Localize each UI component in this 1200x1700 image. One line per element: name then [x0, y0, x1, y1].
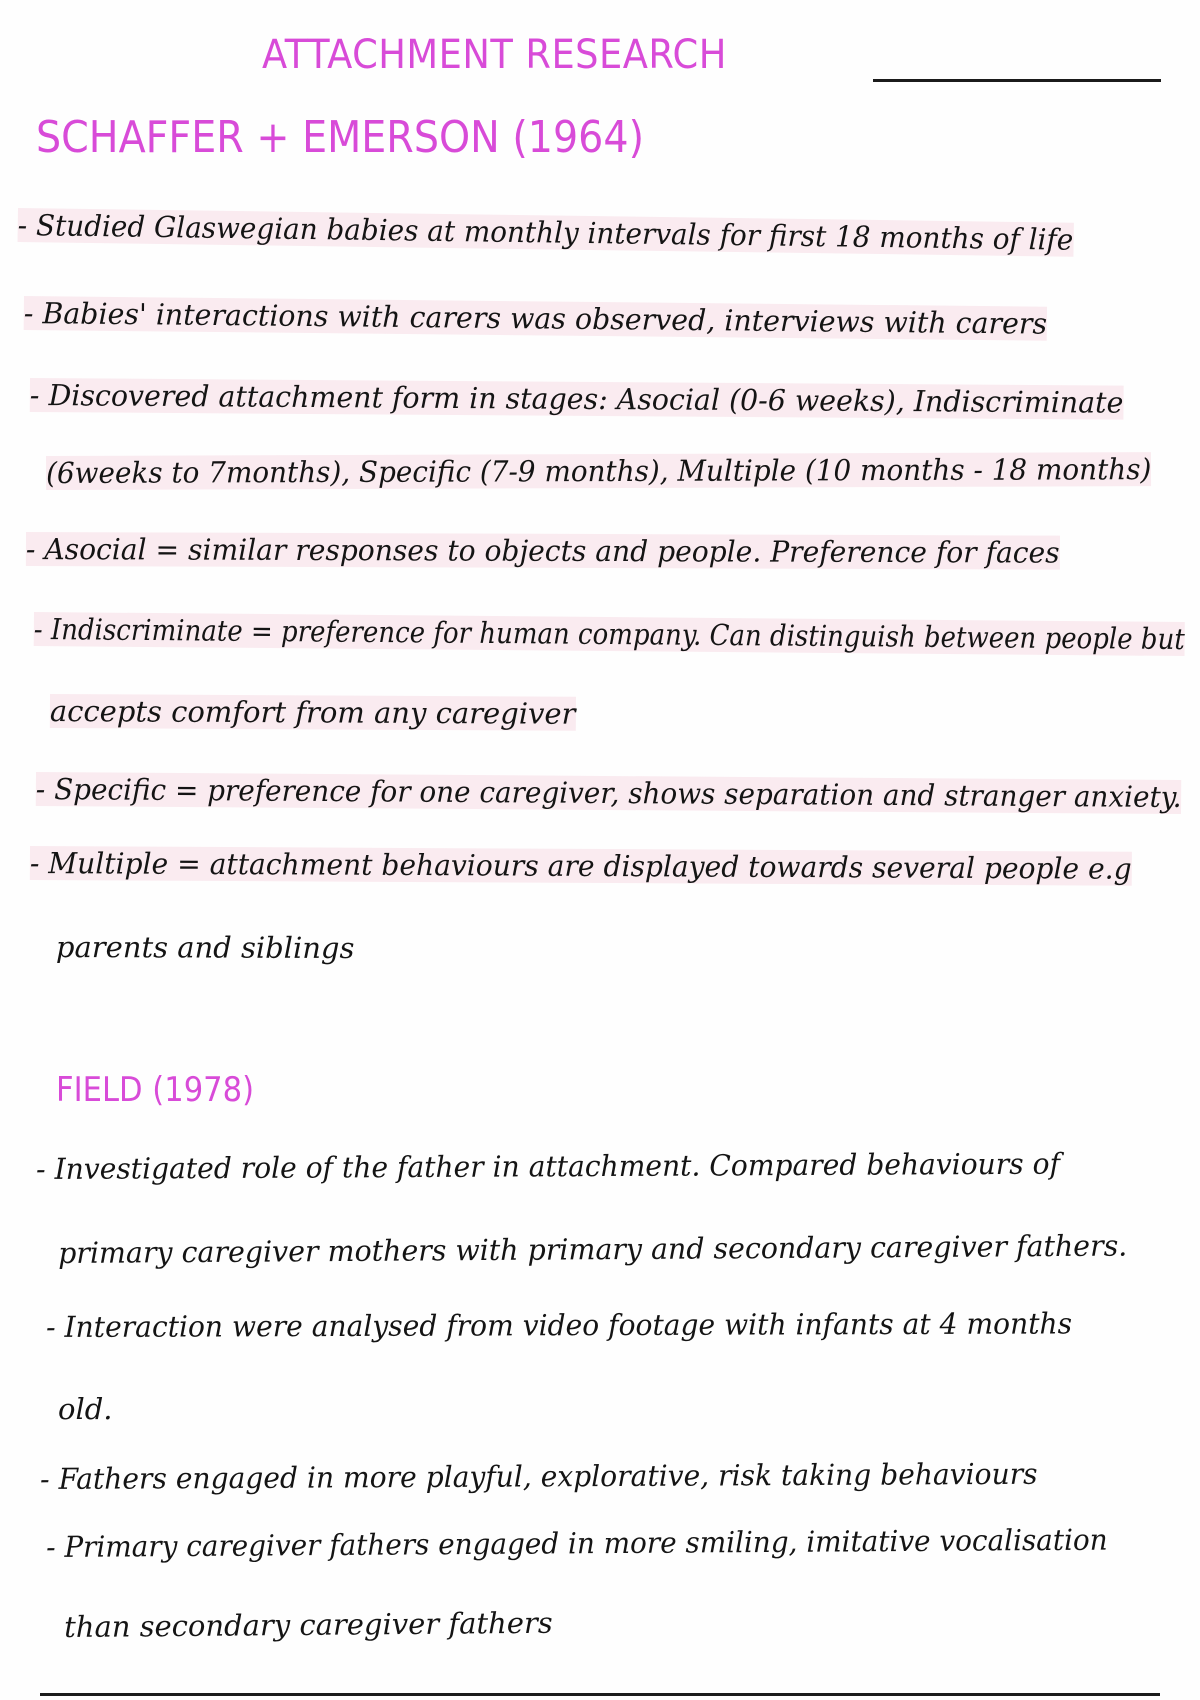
bottom-divider-line: [40, 1693, 1160, 1696]
note-line: accepts comfort from any caregiver: [49, 694, 576, 731]
note-line: parents and siblings: [55, 930, 355, 966]
section-heading-schaffer-emerson: SCHAFFER + EMERSON (1964): [36, 112, 645, 163]
note-line: - Primary caregiver fathers engaged in more smiling, imitative vocalisation: [46, 1522, 1108, 1564]
page-title: ATTACHMENT RESEARCH: [262, 32, 727, 78]
note-line: - Indiscriminate = preference for human company. Can distinguish between people but: [33, 612, 1185, 657]
note-line: - Multiple = attachment behaviours are displayed towards several people e.g: [29, 846, 1132, 886]
note-line: - Fathers engaged in more playful, explorative, risk taking behaviours: [40, 1456, 1038, 1496]
note-line: - Discovered attachment form in stages: Asocial (0-6 weeks), Indiscriminate: [29, 378, 1124, 420]
note-line: - Asocial = similar responses to objects and people. Preference for faces: [25, 532, 1060, 570]
note-line: than secondary caregiver fathers: [64, 1605, 553, 1644]
note-line: (6weeks to 7months), Specific (7-9 months), Multiple (10 months - 18 months): [46, 452, 1152, 490]
note-line: - Studied Glaswegian babies at monthly intervals for first 18 months of life: [17, 208, 1074, 257]
note-line: - Investigated role of the father in attachment. Compared behaviours of: [36, 1146, 1061, 1186]
note-line: - Babies' interactions with carers was observed, interviews with carers: [23, 296, 1048, 341]
note-line: - Interaction were analysed from video footage with infants at 4 months: [46, 1306, 1073, 1344]
top-divider-line: [873, 79, 1161, 82]
section-heading-field: FIELD (1978): [56, 1070, 255, 1110]
note-line: primary caregiver mothers with primary and secondary caregiver fathers.: [58, 1228, 1128, 1270]
note-line: - Specific = preference for one caregiver, shows separation and stranger anxiety.: [35, 772, 1182, 814]
note-line: old.: [58, 1392, 113, 1426]
